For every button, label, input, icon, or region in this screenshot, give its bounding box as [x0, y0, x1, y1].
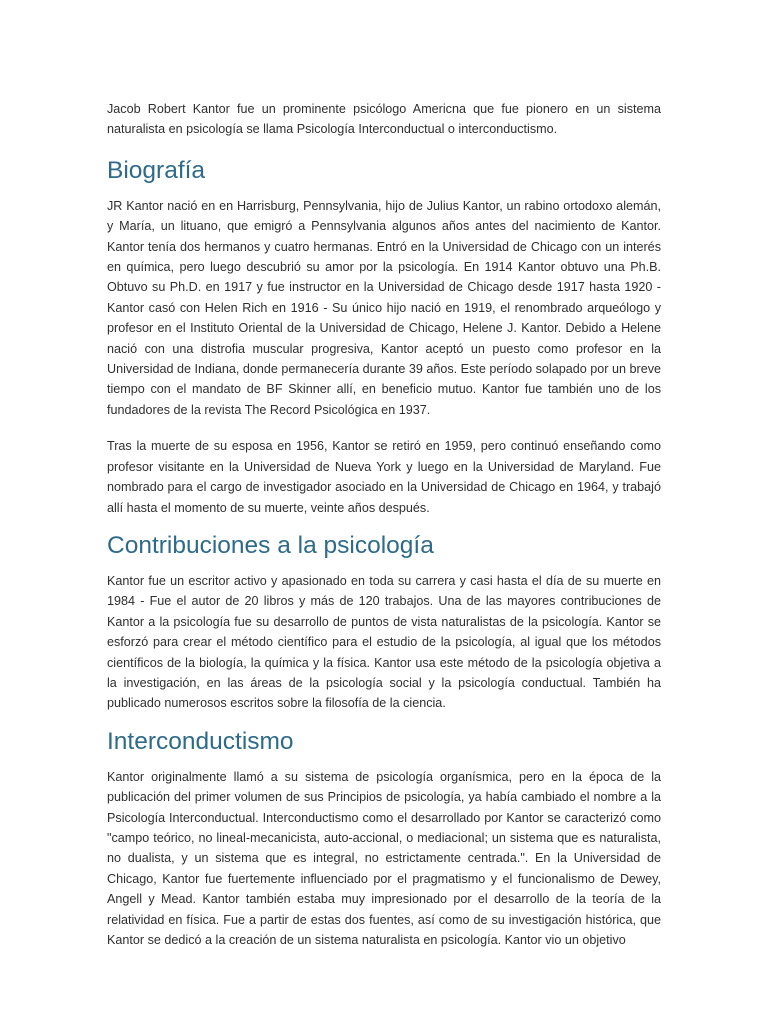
intro-paragraph: Jacob Robert Kantor fue un prominente psicólogo Americna que fue pionero en un sistema naturalista en psicología se llama Psicología Interconductual o interconductismo.	[107, 102, 661, 137]
section-heading-interconductismo: Interconductismo	[107, 727, 294, 755]
contribuciones-paragraph-1: Kantor fue un escritor activo y apasionado en toda su carrera y casi hasta el día de su muerte en 1984 - Fue el autor de 20 libros y más de 120 trabajos. Una de las mayores contribuciones de Kantor a la psicología fue su desarrollo de puntos de vista naturalistas de la psicología. Kantor se esforzó para crear el método científico para el estudio de la psicología, al igual que los métodos científicos de la biología, la química y la física. Kantor usa este método de la psicología objetiva a la investigación, en las áreas de la psicología social y la psicología conductual. También ha publicado numerosos escritos sobre la filosofía de la ciencia.	[107, 573, 661, 711]
section-heading-contribuciones: Contribuciones a la psicología	[107, 531, 434, 559]
section-heading-biografia: Biografía	[107, 156, 206, 184]
biografia-paragraph-2: Tras la muerte de su esposa en 1956, Kantor se retiró en 1959, pero continuó enseñando como profesor visitante en la Universidad de Nueva York y luego en la Universidad de Maryland. Fue nombrado para el cargo de investigador asociado en la Universidad de Chicago en 1964, y trabajó allí hasta el momento de su muerte, veinte años después.	[107, 439, 661, 515]
interconductismo-paragraph-1: Kantor originalmente llamó a su sistema de psicología organísmica, pero en la época de la publicación del primer volumen de sus Principios de psicología, ya había cambiado el nombre a la Psicología Interconductual. Interconductismo como el desarrollado por Kantor se caracterizó como "campo teórico, no lineal-mecanicista, auto-accional, o mediacional; un sistema que es naturalista, no dualista, y un sistema que es integral, no estrictamente centrada.". En la Universidad de Chicago, Kantor fue fuertemente influenciado por el pragmatismo y el funcionalismo de Dewey, Angell y Mead. Kantor también estaba muy impresionado por el desarrollo de la teoría de la relatividad en física. Fue a partir de estas dos fuentes, así como de su investigación histórica, que Kantor se dedicó a la creación de un sistema naturalista en psicología. Kantor vio un objetivo	[107, 769, 661, 947]
document-body	[107, 99, 661, 966]
biografia-paragraph-1: JR Kantor nació en en Harrisburg, Pennsylvania, hijo de Julius Kantor, un rabino ortodoxo alemán, y María, un lituano, que emigró a Pennsylvania algunos años antes del nacimiento de Kantor. Kantor tenía dos hermanos y cuatro hermanas. Entró en la Universidad de Chicago con un interés en química, pero luego descubrió su amor por la psicología. En 1914 Kantor obtuvo una Ph.B. Obtuvo su Ph.D. en 1917 y fue instructor en la Universidad de Chicago desde 1917 hasta 1920 - Kantor casó con Helen Rich en 1916 - Su único hijo nació en 1919, el renombrado arqueólogo y profesor en el Instituto Oriental de la Universidad de Chicago, Helene J. Kantor. Debido a Helene nació con una distrofia muscular progresiva, Kantor aceptó un puesto como profesor en la Universidad de Indiana, donde permanecería durante 39 años. Este período solapado por un breve tiempo con el mandato de BF Skinner allí, en beneficio mutuo. Kantor fue también uno de los fundadores de la revista The Record Psicológica en 1937.	[107, 198, 661, 417]
